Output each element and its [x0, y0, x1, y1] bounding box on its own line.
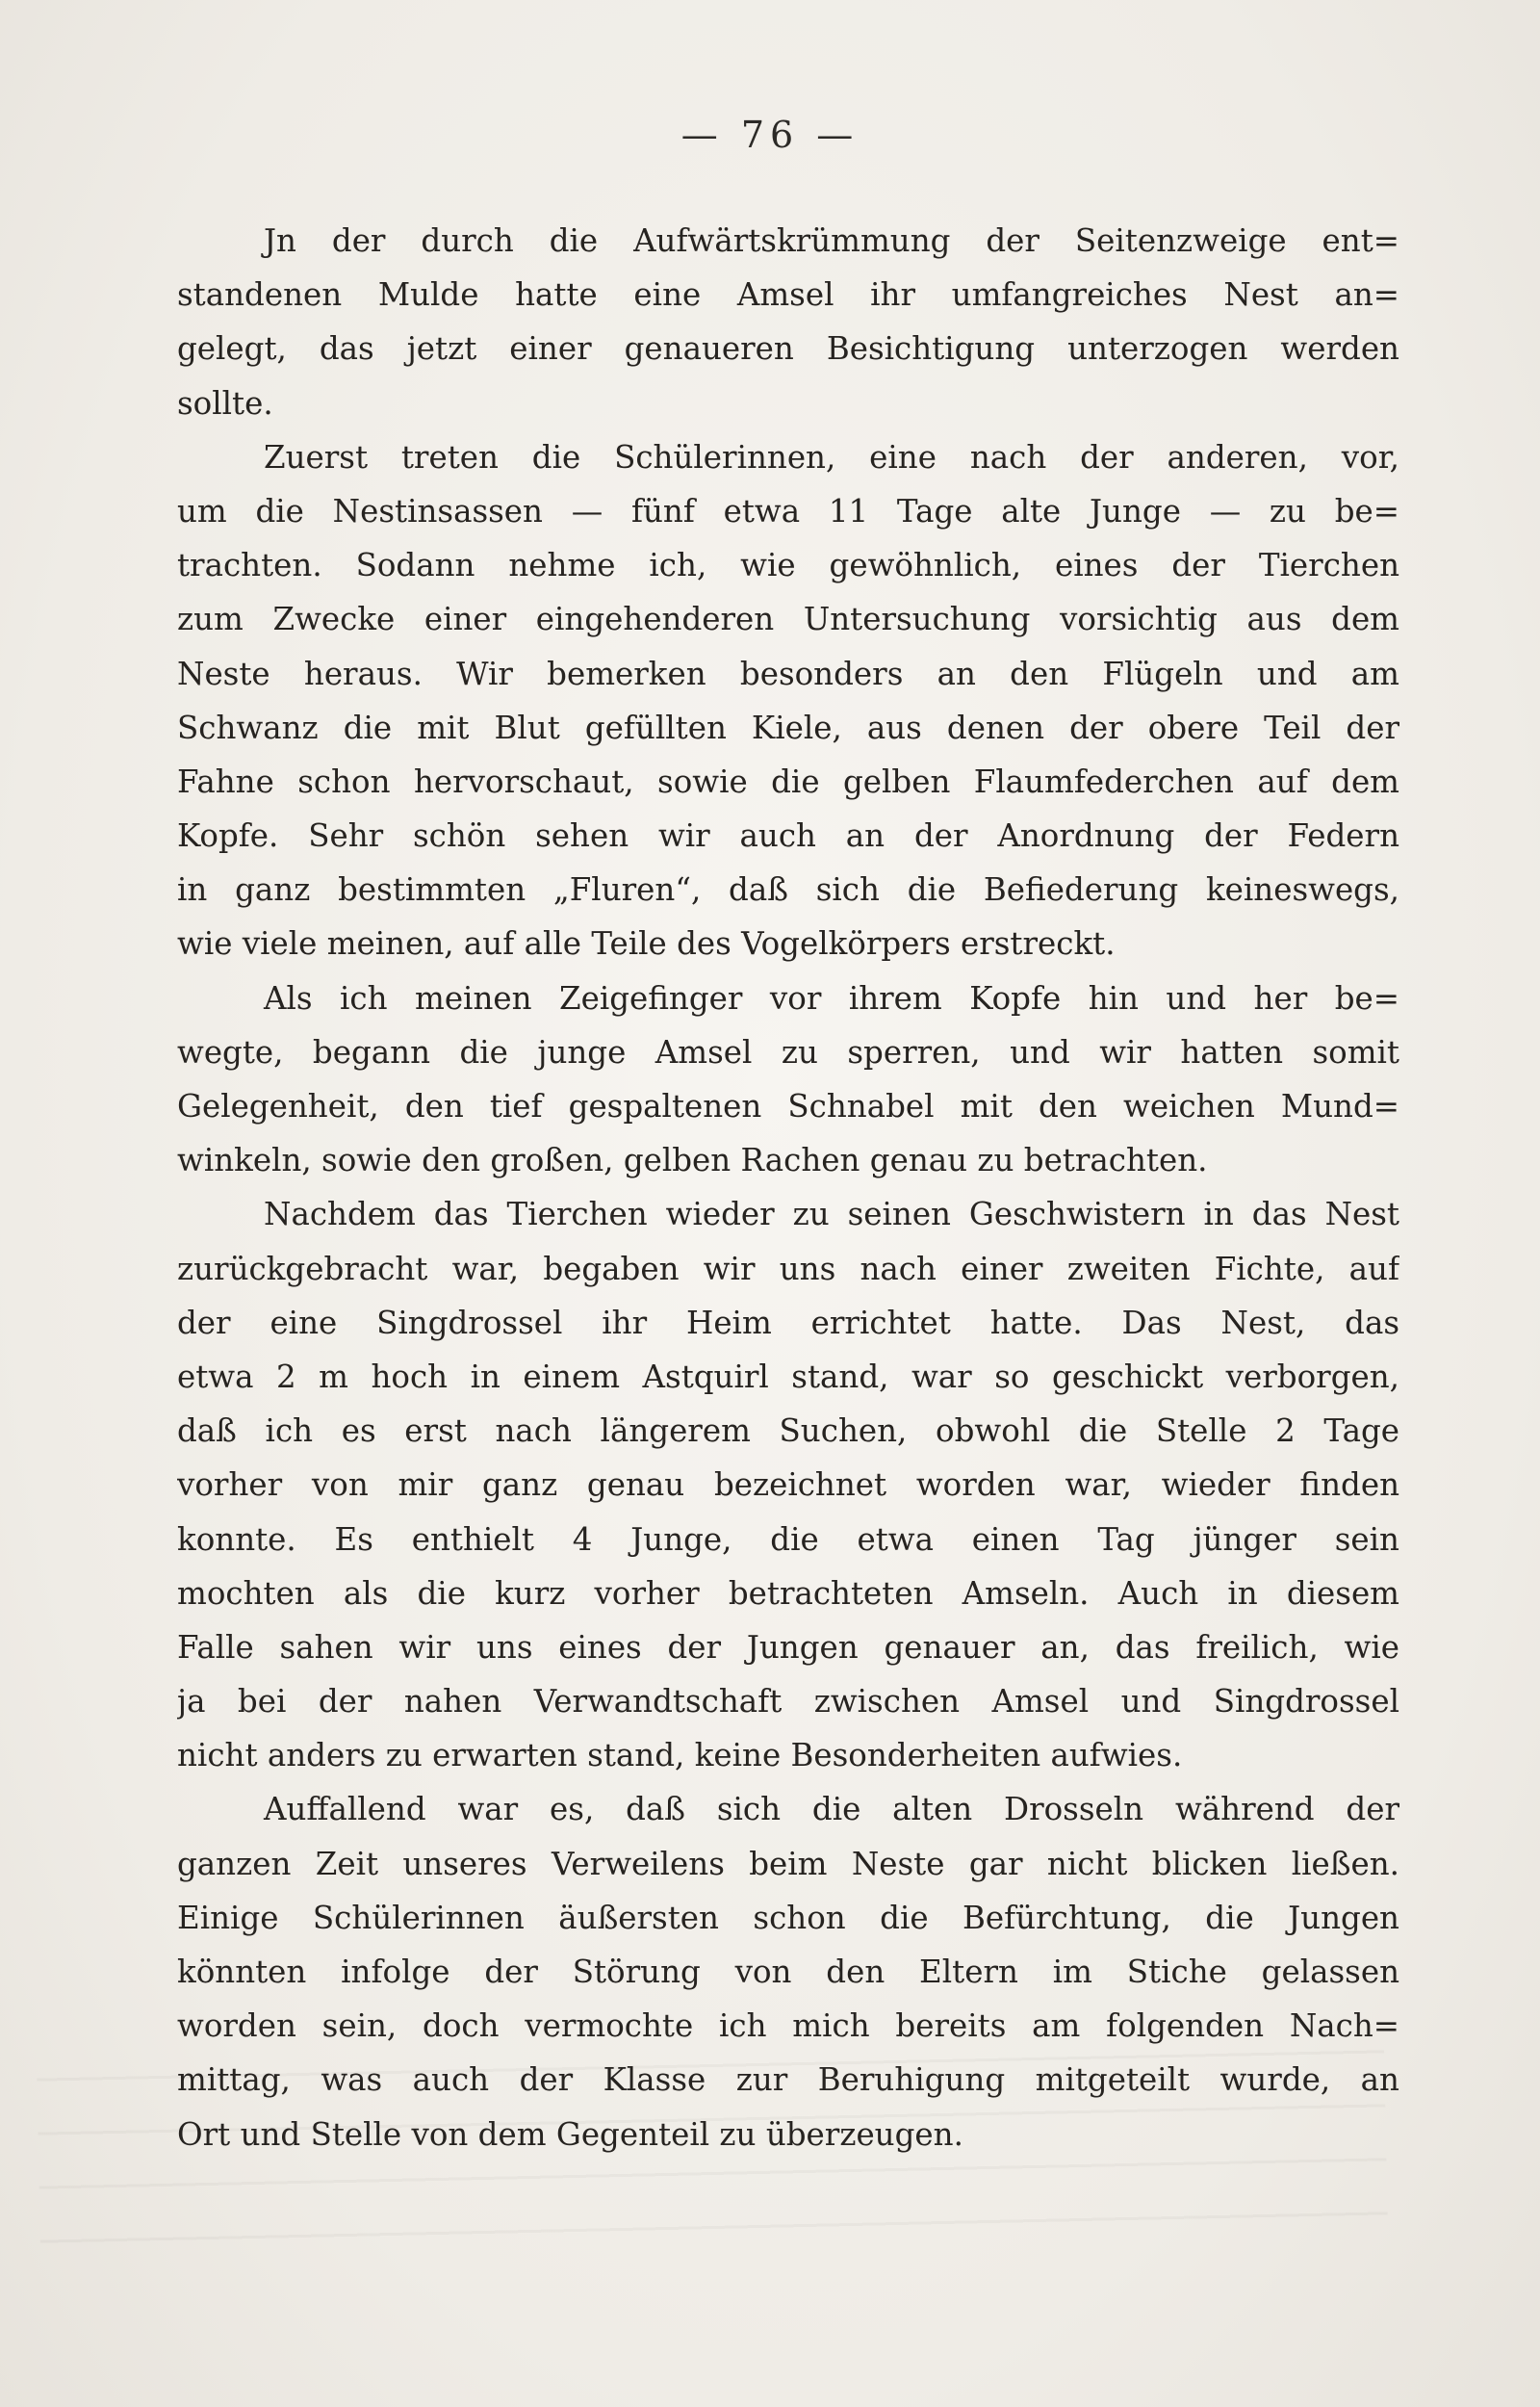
paragraph-4-line-11: nicht anders zu erwarten stand, keine Besonderheiten aufwies.	[177, 1737, 1183, 1774]
paragraph-4-line-4: etwa 2 m hoch in einem Astquirl stand, war so geschickt verborgen,	[177, 1358, 1399, 1395]
paragraph-2-line-10: wie viele meinen, auf alle Teile des Vogelkörpers erstreckt.	[177, 925, 1116, 963]
paragraph-5-line-1: Auffallend war es, daß sich die alten Drosseln während der	[264, 1791, 1399, 1828]
paragraph-2-line-8: Kopfe. Sehr schön sehen wir auch an der Anordnung der Federn	[177, 817, 1399, 855]
paragraph-2-line-9: in ganz bestimmten „Fluren“, daß sich die Befiederung keineswegs,	[177, 871, 1399, 909]
paragraph-4-line-10: ja bei der nahen Verwandtschaft zwischen Amsel und Singdrossel	[177, 1683, 1399, 1721]
paragraph-4-line-6: vorher von mir ganz genau bezeichnet worden war, wieder finden	[177, 1466, 1399, 1504]
paragraph-4-line-5: daß ich es erst nach längerem Suchen, obwohl die Stelle 2 Tage	[177, 1412, 1399, 1450]
paragraph-5-line-3: Einige Schülerinnen äußersten schon die Befürchtung, die Jungen	[177, 1899, 1399, 1936]
paragraph-2-line-3: trachten. Sodann nehme ich, wie gewöhnlich, eines der Tierchen	[177, 547, 1399, 584]
paragraph-2-line-2: um die Nestinsassen — fünf etwa 11 Tage alte Junge — zu be=	[177, 492, 1399, 530]
paragraph-4-line-3: der eine Singdrossel ihr Heim errichtet hatte. Das Nest, das	[177, 1304, 1399, 1341]
paragraph-3-line-2: wegte, begann die junge Amsel zu sperren, und wir hatten somit	[177, 1033, 1399, 1071]
paragraph-5-line-5: worden sein, doch vermochte ich mich bereits am folgenden Nach=	[177, 2007, 1399, 2045]
paragraph-3-line-4: winkeln, sowie den großen, gelben Rachen genau zu betrachten.	[177, 1142, 1208, 1179]
paragraph-5-line-4: könnten infolge der Störung von den Eltern im Stiche gelassen	[177, 1954, 1399, 1990]
paragraph-4-line-8: mochten als die kurz vorher betrachteten Amseln. Auch in diesem	[177, 1574, 1399, 1612]
paragraph-2-line-1: Zuerst treten die Schülerinnen, eine nach der anderen, vor,	[264, 438, 1399, 476]
paragraph-5-line-2: ganzen Zeit unseres Verweilens beim Neste gar nicht blicken ließen.	[177, 1845, 1399, 1882]
page-number: — 76 —	[680, 114, 860, 156]
paragraph-4-line-1: Nachdem das Tierchen wieder zu seinen Geschwistern in das Nest	[264, 1196, 1399, 1233]
paragraph-2-line-7: Fahne schon hervorschaut, sowie die gelben Flaumfederchen auf dem	[177, 763, 1399, 800]
paragraph-4-line-9: Falle sahen wir uns eines der Jungen genauer an, das freilich, wie	[177, 1628, 1399, 1666]
paragraph-5-line-6: mittag, was auch der Klasse zur Beruhigung mitgeteilt wurde, an	[177, 2061, 1399, 2099]
paragraph-4-line-2: zurückgebracht war, begaben wir uns nach einer zweiten Fichte, auf	[177, 1250, 1399, 1287]
paragraph-2-line-6: Schwanz die mit Blut gefüllten Kiele, aus denen der obere Teil der	[177, 709, 1399, 746]
paragraph-1-line-4: sollte.	[177, 384, 273, 422]
paragraph-2-line-4: zum Zwecke einer eingehenderen Untersuchung vorsichtig aus dem	[177, 601, 1399, 638]
text-body	[177, 214, 1399, 2161]
paragraph-1-line-2: standenen Mulde hatte eine Amsel ihr umfangreiches Nest an=	[177, 276, 1399, 314]
paragraph-3-line-1: Als ich meinen Zeigefinger vor ihrem Kopfe hin und her be=	[264, 979, 1399, 1017]
paragraph-3-line-3: Gelegenheit, den tief gespaltenen Schnabel mit den weichen Mund=	[177, 1088, 1399, 1125]
paragraph-1-line-3: gelegt, das jetzt einer genaueren Besichtigung unterzogen werden	[177, 330, 1399, 368]
paragraph-1-line-1: Jn der durch die Aufwärtskrümmung der Seitenzweige ent=	[264, 222, 1399, 259]
paragraph-5-line-7: Ort und Stelle von dem Gegenteil zu überzeugen.	[177, 2115, 963, 2153]
paragraph-4-line-7: konnte. Es enthielt 4 Junge, die etwa einen Tag jünger sein	[177, 1520, 1399, 1558]
paragraph-2-line-5: Neste heraus. Wir bemerken besonders an den Flügeln und am	[177, 655, 1399, 692]
